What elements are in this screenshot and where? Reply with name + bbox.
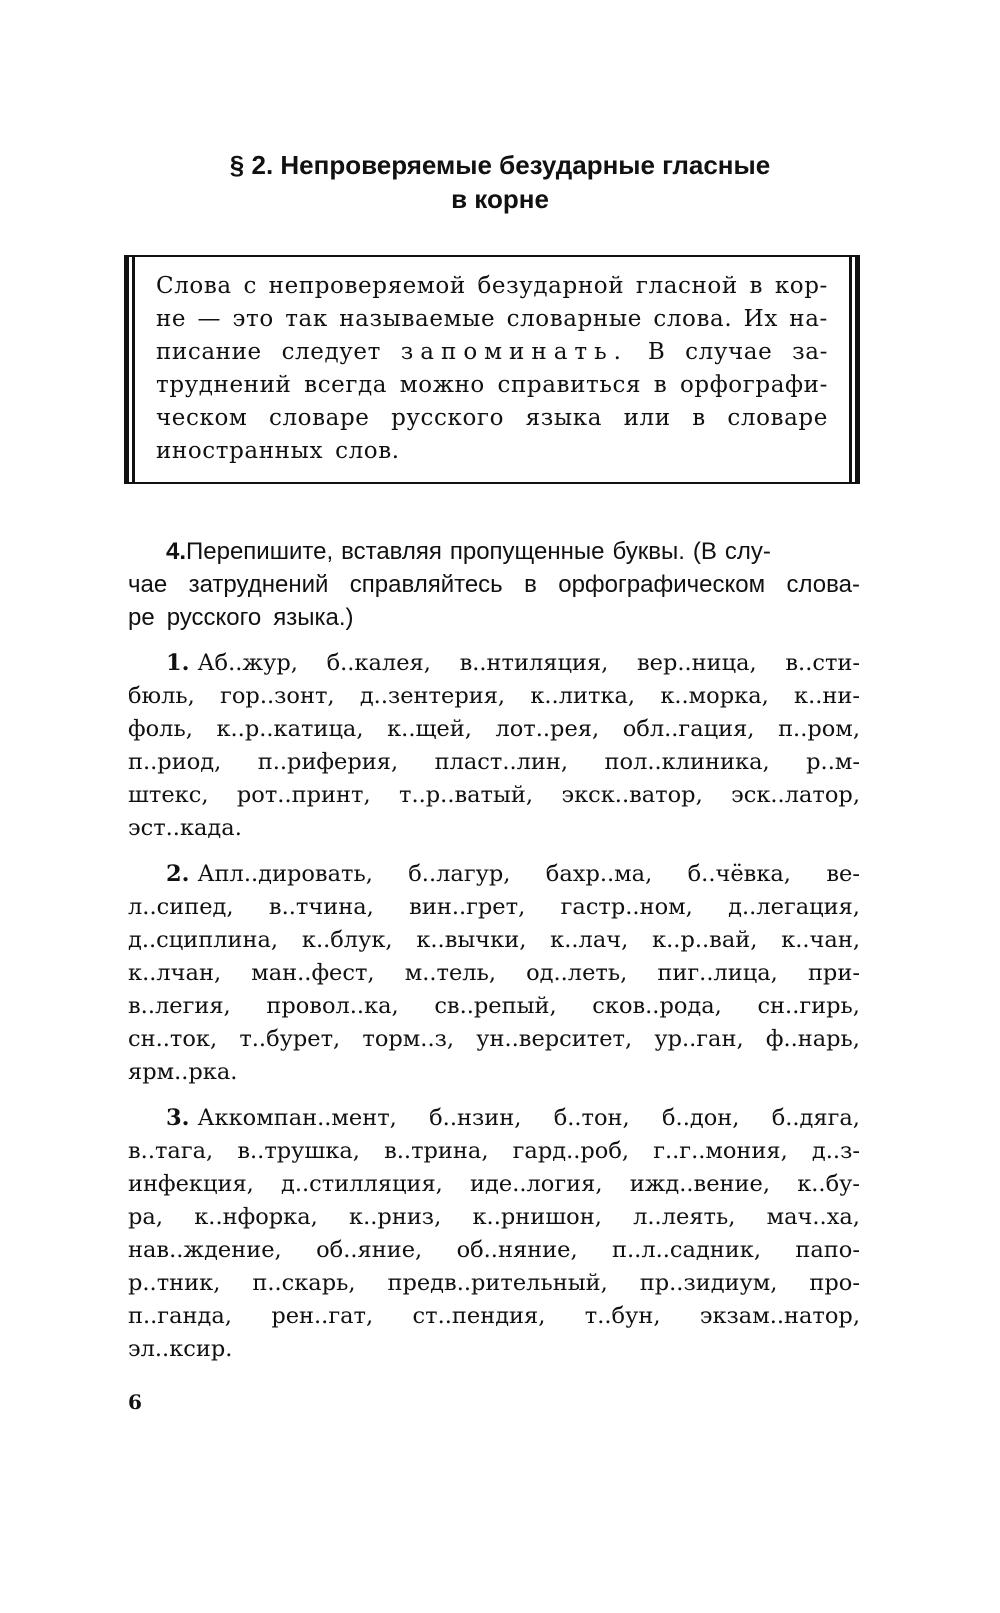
- word: в: [749, 273, 764, 299]
- word: языка: [525, 405, 603, 431]
- word: к..бу-: [797, 1171, 860, 1197]
- word: в..нтиляция,: [459, 650, 609, 676]
- word: к..рнишон,: [472, 1204, 602, 1230]
- word-group: [166, 647, 298, 680]
- word: пр..зидиум,: [639, 1270, 778, 1296]
- word: т..бун,: [584, 1303, 661, 1329]
- word: об..яние,: [316, 1237, 423, 1263]
- word: п..л..садник,: [612, 1237, 761, 1263]
- task-number: 4.: [166, 538, 187, 565]
- word: кор-: [774, 273, 828, 299]
- word: б..лагур,: [408, 861, 511, 887]
- word: п..риод,: [128, 749, 222, 775]
- exercise-1-number: 1.: [166, 650, 190, 676]
- word: к..морка,: [660, 683, 769, 709]
- word: (В: [692, 538, 717, 565]
- word: л..сипед,: [128, 894, 234, 920]
- word: д..сциплина,: [128, 927, 279, 953]
- rule-box-left-bar-inner: [132, 255, 135, 484]
- exercise-1-line: [128, 713, 860, 746]
- word: гард..роб,: [512, 1138, 630, 1164]
- word: рот..принт,: [236, 782, 371, 808]
- rule-box-right-bar: [855, 255, 860, 484]
- section-title: [0, 148, 1000, 216]
- word: к..р..катица,: [216, 716, 364, 742]
- word: затруднений: [188, 571, 329, 598]
- word: нав..ждение,: [128, 1237, 282, 1263]
- word: пласт..лин,: [434, 749, 569, 775]
- exercise-1-line: [128, 779, 860, 812]
- exercise-2-line: [128, 891, 860, 924]
- word: к..литка,: [530, 683, 636, 709]
- word: иде..логия,: [470, 1171, 603, 1197]
- word: об..няние,: [456, 1237, 578, 1263]
- word: л..леять,: [633, 1204, 736, 1230]
- word: Их: [743, 306, 778, 332]
- word: эск..латор,: [731, 782, 860, 808]
- word: ман..фест,: [251, 960, 375, 986]
- word: к..ни-: [794, 683, 860, 709]
- exercise-3-number: 3.: [166, 1105, 190, 1131]
- rule-box-left-bar: [124, 255, 129, 484]
- word: д..з-: [811, 1138, 860, 1164]
- exercise-1: [128, 647, 860, 845]
- rule-box: [126, 255, 858, 484]
- word: лот..рея,: [495, 716, 600, 742]
- word: слова.: [653, 306, 733, 332]
- word: б..тон,: [553, 1105, 630, 1131]
- word: русского: [391, 405, 505, 431]
- word: бюль,: [128, 683, 195, 709]
- word: бахр..ма,: [545, 861, 653, 887]
- word: в..тчина,: [268, 894, 374, 920]
- word: к..лчан,: [128, 960, 222, 986]
- word: од..леть,: [526, 960, 628, 986]
- rule-line: [156, 336, 828, 369]
- word: с: [243, 273, 257, 299]
- word: к..рниз,: [349, 1204, 442, 1230]
- word: экск..ватор,: [561, 782, 703, 808]
- word: Аб..жур,: [197, 650, 298, 676]
- word: к..блук,: [301, 927, 393, 953]
- exercise-2-line: [128, 924, 860, 957]
- word: п..ром,: [778, 716, 860, 742]
- word: предв..рительный,: [387, 1270, 608, 1296]
- rule-line: [156, 270, 828, 303]
- word: можно: [399, 372, 485, 398]
- word: м..тель,: [404, 960, 496, 986]
- word: эст..када.: [128, 815, 242, 841]
- word: сн..гирь,: [757, 993, 860, 1019]
- word: ве-: [826, 861, 860, 887]
- word: на-: [789, 306, 828, 332]
- word: фоль,: [128, 716, 193, 742]
- word: мач..ха,: [766, 1204, 860, 1230]
- word: буквы.: [612, 538, 685, 565]
- word: пол..клиника,: [604, 749, 770, 775]
- word: д..зентерия,: [359, 683, 506, 709]
- rule-line: [156, 435, 828, 468]
- word: гласной: [635, 273, 738, 299]
- word: б..дон,: [662, 1105, 740, 1131]
- word: за-: [792, 339, 828, 365]
- exercise-3-line: [128, 1300, 860, 1333]
- word: орфографи-: [679, 372, 828, 398]
- exercise-1-line: [128, 746, 860, 779]
- word: следует: [281, 339, 381, 365]
- word: справляйтесь: [349, 571, 503, 598]
- section-title-line-1: § 2. Непроверяемые безударные гласные: [229, 150, 771, 180]
- exercise-1-line: [128, 647, 860, 680]
- word: ф..нарь,: [765, 1026, 860, 1052]
- word: или: [623, 405, 671, 431]
- word: словаре: [727, 405, 828, 431]
- rule-line: [156, 402, 828, 435]
- word: ст..пендия,: [412, 1303, 546, 1329]
- word: в: [524, 571, 537, 598]
- word: про-: [809, 1270, 860, 1296]
- exercise-1-line: [128, 812, 860, 845]
- exercise-2-number: 2.: [166, 861, 190, 887]
- word: непроверяемой: [268, 273, 466, 299]
- word: в..трина,: [384, 1138, 489, 1164]
- task-instruction: [128, 535, 860, 634]
- word: писание: [156, 339, 262, 365]
- word: Апл..дировать,: [197, 861, 373, 887]
- word: обл..гация,: [622, 716, 755, 742]
- word: всегда: [304, 372, 388, 398]
- word: русского: [166, 604, 262, 631]
- word: б..калея,: [326, 650, 431, 676]
- word: это: [232, 306, 274, 332]
- word: к..лач,: [550, 927, 629, 953]
- word: словарные: [506, 306, 642, 332]
- word: вер..ница,: [636, 650, 757, 676]
- word: случае: [685, 339, 773, 365]
- word: слу-: [724, 538, 771, 565]
- exercise-2-line: [128, 858, 860, 891]
- task-line: [128, 601, 860, 634]
- word: т..р..ватый,: [399, 782, 534, 808]
- word: орфографическом: [558, 571, 766, 598]
- exercise-3-line: [128, 1102, 860, 1135]
- word: р..м-: [806, 749, 860, 775]
- word: рен..гат,: [271, 1303, 374, 1329]
- word: Аккомпан..мент,: [197, 1105, 397, 1131]
- word: в..тага,: [128, 1138, 214, 1164]
- rule-line: [156, 303, 828, 336]
- exercise-3-line: [128, 1168, 860, 1201]
- word: гастр..ном,: [560, 894, 693, 920]
- word: так: [285, 306, 328, 332]
- word: т..бурет,: [239, 1026, 341, 1052]
- exercise-2-line: [128, 1023, 860, 1056]
- word: ярм..рка.: [128, 1059, 238, 1085]
- word: иностранных: [156, 438, 324, 464]
- word: вин..грет,: [409, 894, 526, 920]
- exercise-3-line: [128, 1234, 860, 1267]
- page-number: 6: [128, 1390, 142, 1414]
- word: гор..зонт,: [220, 683, 335, 709]
- word: называемые: [339, 306, 496, 332]
- exercise-3: [128, 1102, 860, 1366]
- exercise-3-line: [128, 1201, 860, 1234]
- word: ур..ган,: [654, 1026, 744, 1052]
- word: Слова: [156, 273, 232, 299]
- section-title-line-2: в корне: [451, 184, 549, 214]
- task-line: [128, 568, 860, 601]
- word: не: [156, 306, 187, 332]
- word: запоминать.: [400, 339, 628, 365]
- word: безударной: [477, 273, 625, 299]
- word: слов.: [335, 438, 400, 464]
- word: д..легация,: [728, 894, 860, 920]
- word: б..чёвка,: [687, 861, 791, 887]
- word: в..легия,: [128, 993, 231, 1019]
- word: торм..з,: [362, 1026, 455, 1052]
- exercise-1-line: [128, 680, 860, 713]
- word: к..чан,: [781, 927, 860, 953]
- word: ре: [128, 604, 155, 631]
- word: в: [692, 405, 706, 431]
- exercise-3-line: [128, 1267, 860, 1300]
- word: экзам..натор,: [699, 1303, 860, 1329]
- word: д..стилляция,: [281, 1171, 443, 1197]
- word: справиться: [497, 372, 642, 398]
- word: эл..ксир.: [128, 1336, 233, 1362]
- word: в..трушка,: [237, 1138, 360, 1164]
- word: языка.): [273, 604, 354, 631]
- exercise-2-line: [128, 957, 860, 990]
- word-group: [166, 1102, 397, 1135]
- word: Перепишите,: [186, 538, 334, 565]
- exercise-2-line: [128, 990, 860, 1023]
- word: сн..ток,: [128, 1026, 218, 1052]
- word: слова-: [786, 571, 860, 598]
- word: штекс,: [128, 782, 209, 808]
- word: провол..ка,: [266, 993, 399, 1019]
- word: б..нзин,: [429, 1105, 522, 1131]
- word: к..вычки,: [416, 927, 527, 953]
- word: б..дяга,: [771, 1105, 860, 1131]
- word: пропущенные: [449, 538, 605, 565]
- word: п..риферия,: [257, 749, 399, 775]
- word: г..г..мония,: [653, 1138, 788, 1164]
- word: п..скарь,: [252, 1270, 356, 1296]
- task-line: [128, 535, 860, 568]
- word: ческом: [156, 405, 248, 431]
- rule-line: [156, 369, 828, 402]
- word: инфекция,: [128, 1171, 254, 1197]
- rule-text: [156, 270, 828, 468]
- word: чае: [128, 571, 168, 598]
- word: в..сти-: [785, 650, 860, 676]
- word: св..репый,: [434, 993, 557, 1019]
- word-group: [166, 858, 373, 891]
- word: папо-: [795, 1237, 860, 1263]
- word: ра,: [128, 1204, 163, 1230]
- word: пиг..лица,: [657, 960, 778, 986]
- word: труднений: [156, 372, 292, 398]
- word: к..нфорка,: [194, 1204, 318, 1230]
- word: к..щей,: [387, 716, 472, 742]
- exercise-2-line: [128, 1056, 860, 1089]
- word: словаре: [268, 405, 370, 431]
- word: вставляя: [341, 538, 442, 565]
- word: к..р..вай,: [652, 927, 758, 953]
- exercise-2: [128, 858, 860, 1089]
- word: ун..верситет,: [476, 1026, 633, 1052]
- word: при-: [807, 960, 860, 986]
- word: —: [197, 306, 222, 332]
- word: р..тник,: [128, 1270, 221, 1296]
- word-group: [166, 535, 333, 568]
- rule-box-right-bar-inner: [849, 255, 852, 484]
- word: В: [647, 339, 666, 365]
- exercise-3-line: [128, 1333, 860, 1366]
- word: в: [653, 372, 668, 398]
- word: ижд..вение,: [629, 1171, 770, 1197]
- word: сков..рода,: [592, 993, 722, 1019]
- word: п..ганда,: [128, 1303, 232, 1329]
- exercise-3-line: [128, 1135, 860, 1168]
